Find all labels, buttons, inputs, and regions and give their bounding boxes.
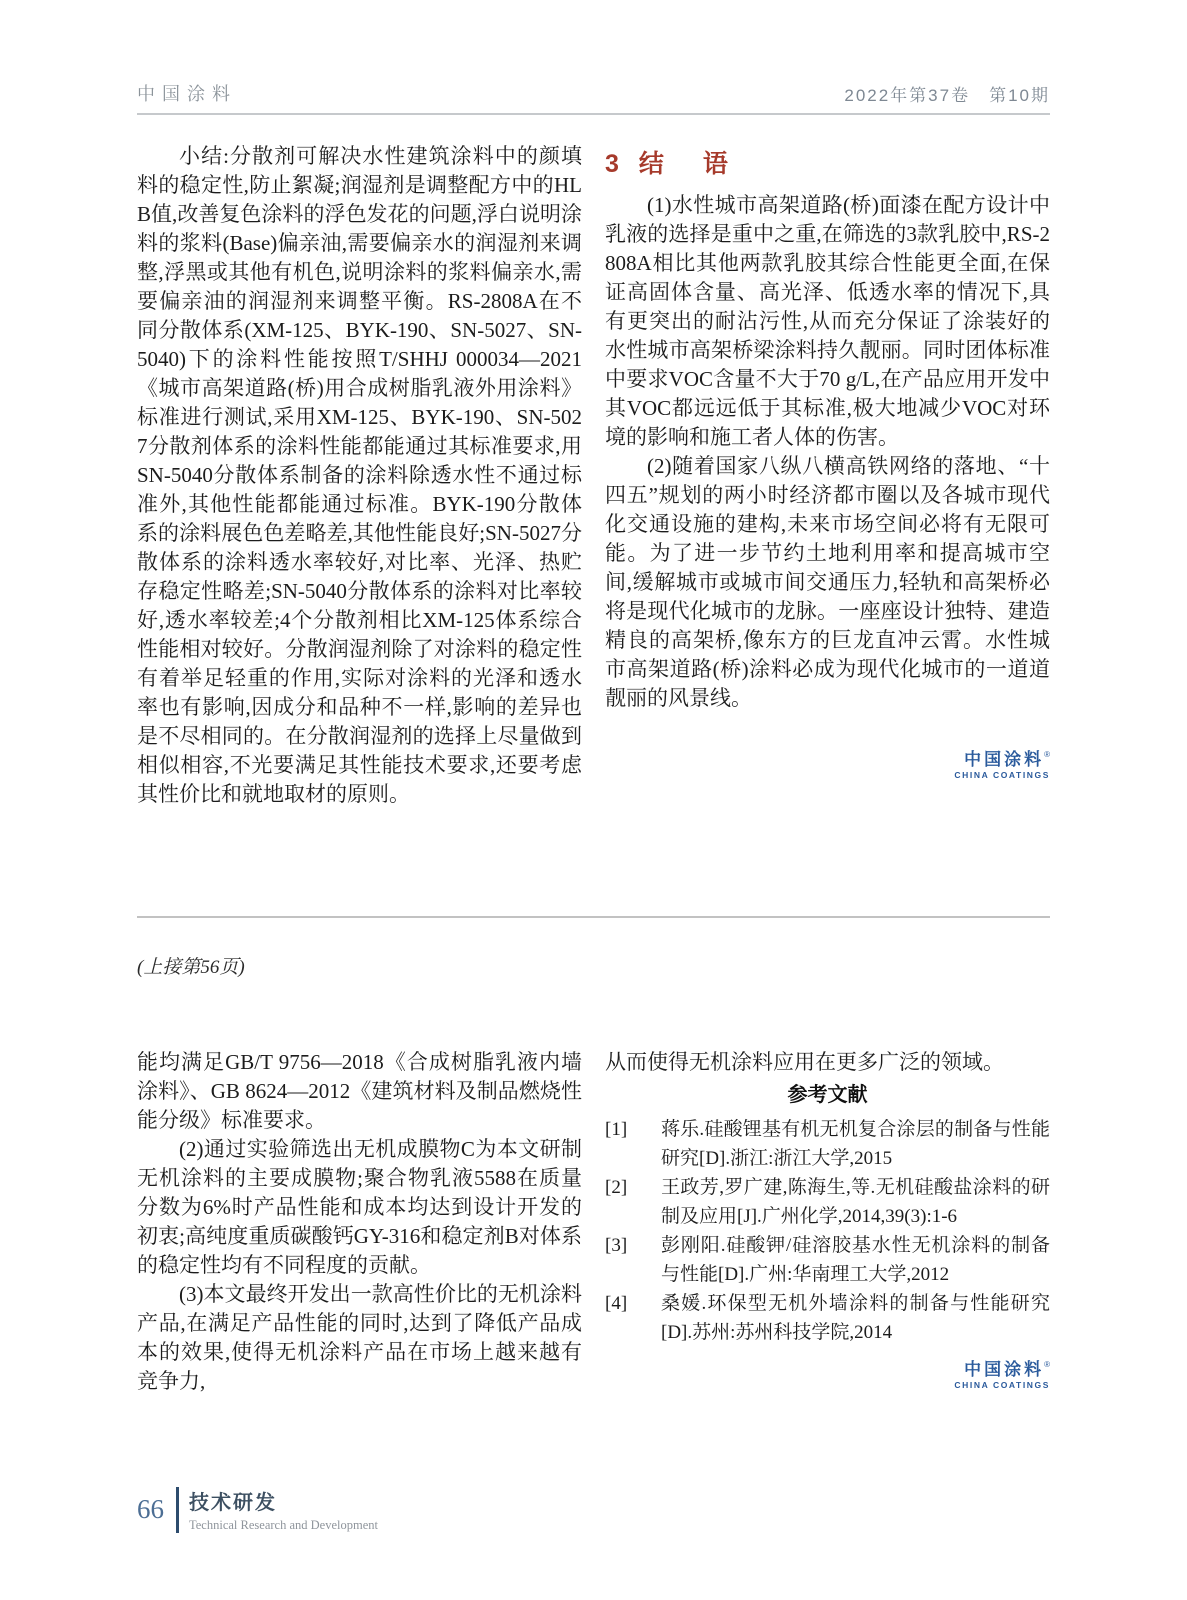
references-list: [605, 1115, 1050, 1347]
reference-item: [605, 1231, 1050, 1289]
logo-cn-text: 中国涂料: [964, 750, 1045, 769]
journal-name: 中国涂料: [137, 84, 237, 104]
logo-cn-line: [605, 1361, 1050, 1380]
logo-en-text: CHINA COATINGS: [954, 769, 1050, 780]
top-right-column: [605, 142, 1050, 809]
section-divider: [137, 916, 1050, 918]
reference-text: 彭刚阳.硅酸钾/硅溶胶基水性无机涂料的制备与性能[D].广州:华南理工大学,2012: [661, 1235, 1050, 1285]
column-title-en: Technical Research and Development: [189, 1518, 378, 1532]
bottom-left-column: [137, 1048, 582, 1396]
reference-item: [605, 1289, 1050, 1347]
logo-en-text: CHINA COATINGS: [954, 1379, 1050, 1390]
reference-number: [3]: [605, 1235, 628, 1256]
page-number: 66: [137, 1494, 164, 1524]
continuation-note: (上接第56页): [137, 957, 245, 978]
bottom-right-column: [605, 1048, 1050, 1396]
reference-number: [2]: [605, 1177, 628, 1198]
continued-paragraph-right: 从而使得无机涂料应用在更多广泛的领域。: [605, 1050, 1004, 1074]
reference-text: 蒋乐.硅酸锂基有机无机复合涂层的制备与性能研究[D].浙江:浙江大学,2015: [661, 1119, 1050, 1169]
reference-text: 桑媛.环保型无机外墙涂料的制备与性能研究[D].苏州:苏州科技学院,2014: [661, 1293, 1050, 1343]
registered-mark-icon: ®: [1044, 750, 1050, 759]
footer-titles: [189, 1486, 378, 1533]
references-heading: 参考文献: [787, 1084, 868, 1106]
section-heading: [605, 144, 1050, 180]
section-title: 结 语: [638, 150, 744, 178]
china-coatings-logo: [605, 1361, 1050, 1390]
conclusion-paragraph-2: (2)随着国家八纵八横高铁网络的落地、“十四五”规划的两小时经济都市圈以及各城市现代化交通设施的建构,未来市场空间必将有无限可能。为了进一步节约土地利用率和提高城市空间,缓解城市或城市间交通压力,轻轨和高架桥必将是现代化城市的龙脉。一座座设计独特、建造精良的高架桥,像东方的巨龙直冲云霄。水性城市高架道路(桥)涂料必成为现代化城市的一道道靓丽的风景线。: [605, 454, 1050, 710]
reference-item: [605, 1173, 1050, 1231]
summary-paragraph: 小结:分散剂可解决水性建筑涂料中的颜填料的稳定性,防止絮凝;润湿剂是调整配方中的HLB值,改善复色涂料的浮色发花的问题,浮白说明涂料的浆料(Base)偏亲油,需要偏亲水的润湿剂来调整,浮黑或其他有机色,说明涂料的浆料偏亲水,需要偏亲油的润湿剂来调整平衡。RS-2808A在不同分散体系(XM-125、BYK-190、SN-5027、SN-5040)下的涂料性能按照T/SHHJ 000034—2021《城市高架道路(桥)用合成树脂乳液外用涂料》标准进行测试,采用XM-125、BYK-190、SN-5027分散剂体系的涂料性能都能通过其标准要求,用SN-5040分散体系制备的涂料除透水性不通过标准外,其他性能都能通过标准。BYK-190分散体系的涂料展色色差略差,其他性能良好;SN-5027分散体系的涂料透水率较好,对比率、光泽、热贮存稳定性略差;SN-5040分散体系的涂料对比率较好,透水率较差;4个分散剂相比XM-125体系综合性能相对较好。分散润湿剂除了对涂料的稳定性有着举足轻重的作用,实际对涂料的光泽和透水率也有影响,因成分和品种不一样,影响的差异也是不尽相同的。在分散润湿剂的选择上尽量做到相似相容,不光要满足其性能技术要求,还要考虑其性价比和就地取材的原则。: [137, 144, 582, 806]
logo-cn-text: 中国涂料: [964, 1360, 1045, 1379]
logo-cn-line: [605, 751, 1050, 770]
top-left-column: [137, 142, 582, 809]
column-title-cn: 技术研发: [189, 1492, 277, 1514]
reference-number: [4]: [605, 1293, 628, 1314]
reference-text: 王政芳,罗广建,陈海生,等.无机硅酸盐涂料的研制及应用[J].广州化学,2014,39(3):1-6: [661, 1177, 1050, 1227]
bottom-section: [137, 1048, 1050, 1396]
continued-paragraph-1: 能均满足GB/T 9756—2018《合成树脂乳液内墙涂料》、GB 8624—2012《建筑材料及制品燃烧性能分级》标准要求。: [137, 1050, 582, 1132]
page-footer: [137, 1486, 378, 1533]
conclusion-paragraph-1: (1)水性城市高架道路(桥)面漆在配方设计中乳液的选择是重中之重,在筛选的3款乳胶中,RS-2808A相比其他两款乳胶其综合性能更全面,在保证高固体含量、高光泽、低透水率的情况下,具有更突出的耐沾污性,从而充分保证了涂装好的水性城市高架桥梁涂料持久靓丽。同时团体标准中要求VOC含量不大于70 g/L,在产品应用开发中其VOC都远远低于其标准,极大地减少VOC对环境的影响和施工者人体的伤害。: [605, 193, 1050, 449]
registered-mark-icon: ®: [1044, 1360, 1050, 1369]
china-coatings-logo: [605, 751, 1050, 780]
issue-info: 2022年第37卷 第10期: [844, 86, 1050, 105]
page-header: [137, 80, 1050, 115]
continued-paragraph-3: (3)本文最终开发出一款高性价比的无机涂料产品,在满足产品性能的同时,达到了降低产品成本的效果,使得无机涂料产品在市场上越来越有竞争力,: [137, 1282, 582, 1393]
reference-number: [1]: [605, 1119, 628, 1140]
top-section: [137, 142, 1050, 809]
footer-divider: [176, 1487, 179, 1533]
continued-paragraph-2: (2)通过实验筛选出无机成膜物C为本文研制无机涂料的主要成膜物;聚合物乳液5588在质量分数为6%时产品性能和成本均达到设计开发的初衷;高纯度重质碳酸钙GY-316和稳定剂B对体系的稳定性均有不同程度的贡献。: [137, 1137, 582, 1277]
section-number: 3: [605, 150, 619, 178]
reference-item: [605, 1115, 1050, 1173]
